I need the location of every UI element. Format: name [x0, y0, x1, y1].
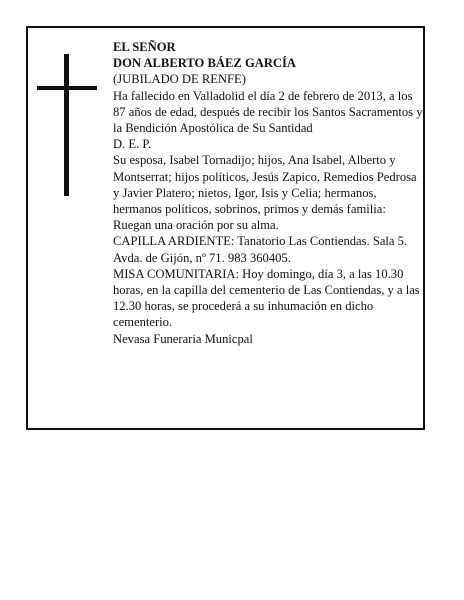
deceased-name: DON ALBERTO BÁEZ GARCÍA	[113, 56, 297, 71]
deceased-role: (JUBILADO DE RENFE)	[113, 72, 246, 87]
funeral-home: Nevasa Funeraria Municpal	[113, 331, 253, 346]
chapel-info: CAPILLA ARDIENTE: Tanatorio Las Contiendas. Sala 5. Avda. de Gijón, nº 71. 983 360405.	[113, 234, 408, 265]
heading-el-senor: EL SEÑOR	[113, 40, 176, 54]
family-list: Su esposa, Isabel Tornadijo; hijos, Ana Isabel, Alberto y Montserrat; hijos políticos, Jesús Zapico, Remedios Pedrosa y Javier Platero; nietos, Igor, Isis y Celia; hermanos, hermanos políticos, sobrinos, primos y demás familia:	[113, 153, 417, 217]
death-announcement: Ha fallecido en Valladolid el día 2 de febrero de 2013, a los 87 años de edad, después de recibir los Santos Sacramentos y la Bendición Apostólica de Su Santidad	[113, 88, 423, 136]
cross-horizontal-bar	[37, 86, 97, 90]
prayer-request: Ruegan una oración por su alma.	[113, 218, 279, 233]
obituary-text	[113, 39, 425, 347]
rip-line: D. E. P.	[113, 137, 152, 152]
mass-info: MISA COMUNITARIA: Hoy domingo, día 3, a las 10.30 horas, en la capilla del cementerio de Las Contiendas, y a las 12.30 horas, se procederá a su inhumación en dicho cementerio.	[113, 266, 420, 330]
cross-vertical-bar	[64, 54, 69, 196]
latin-cross-icon	[37, 54, 97, 196]
